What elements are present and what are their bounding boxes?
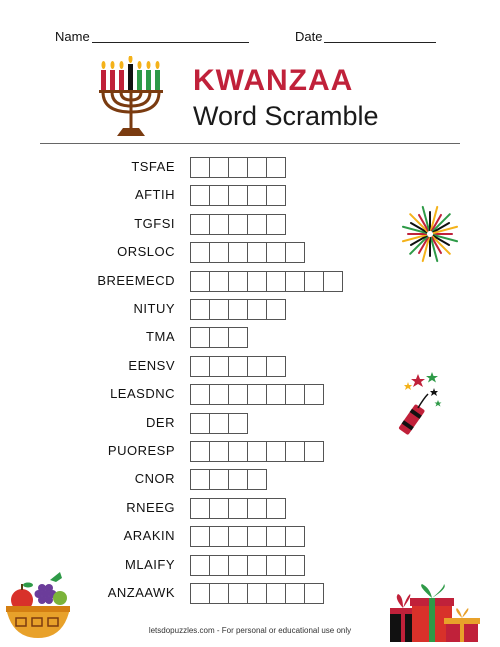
- answer-box[interactable]: [247, 526, 267, 547]
- answer-box[interactable]: [190, 356, 210, 377]
- footer-credit: letsdopuzzles.com - For personal or educational use only: [148, 626, 352, 635]
- scrambled-word: TSFAE: [131, 159, 175, 174]
- answer-box[interactable]: [266, 214, 286, 235]
- answer-box[interactable]: [266, 242, 286, 263]
- answer-box[interactable]: [228, 271, 248, 292]
- answer-box[interactable]: [266, 526, 286, 547]
- answer-boxes: [190, 526, 304, 547]
- answer-box[interactable]: [228, 526, 248, 547]
- scrambled-word: CNOR: [134, 471, 175, 487]
- answer-boxes: [190, 242, 304, 263]
- scrambled-word: DER: [146, 414, 175, 430]
- answer-box[interactable]: [228, 469, 248, 490]
- answer-box[interactable]: [247, 271, 267, 292]
- answer-box[interactable]: [285, 555, 305, 576]
- answer-boxes: [190, 441, 323, 462]
- puzzle-row: [0, 441, 500, 461]
- answer-box[interactable]: [190, 498, 210, 519]
- scrambled-word: PUORESP: [107, 443, 175, 458]
- puzzle-row: [0, 498, 500, 518]
- answer-box[interactable]: [266, 356, 286, 377]
- divider: [40, 143, 460, 144]
- title-kwanzaa: KWANZAA: [193, 64, 354, 97]
- puzzle-row: [0, 526, 500, 546]
- answer-box[interactable]: [266, 555, 286, 576]
- answer-box[interactable]: [228, 185, 248, 206]
- answer-box[interactable]: [190, 214, 210, 235]
- answer-box[interactable]: [285, 271, 305, 292]
- answer-boxes: [190, 413, 247, 434]
- answer-box[interactable]: [266, 583, 286, 604]
- puzzle-row: [0, 469, 500, 489]
- answer-box[interactable]: [285, 384, 305, 405]
- answer-boxes: [190, 583, 323, 604]
- answer-box[interactable]: [190, 242, 210, 263]
- answer-boxes: [190, 469, 266, 490]
- puzzle-row: [0, 555, 500, 575]
- answer-box[interactable]: [266, 271, 286, 292]
- scrambled-word: RNEEG: [126, 499, 175, 515]
- answer-box[interactable]: [228, 413, 248, 434]
- answer-box[interactable]: [190, 271, 210, 292]
- gift-boxes-icon: [388, 584, 480, 644]
- puzzle-row: [0, 271, 500, 291]
- answer-boxes: [190, 214, 285, 235]
- answer-box[interactable]: [190, 583, 210, 604]
- scrambled-word: EENSV: [128, 357, 175, 373]
- answer-box[interactable]: [228, 242, 248, 263]
- answer-box[interactable]: [247, 384, 267, 405]
- scrambled-word: ARAKIN: [123, 528, 175, 544]
- answer-box[interactable]: [266, 441, 286, 462]
- answer-box[interactable]: [209, 214, 229, 235]
- answer-box[interactable]: [209, 555, 229, 576]
- puzzle-row: [0, 185, 500, 205]
- answer-box[interactable]: [190, 157, 210, 178]
- name-label: Name: [55, 29, 90, 44]
- answer-box[interactable]: [228, 157, 248, 178]
- answer-box[interactable]: [228, 555, 248, 576]
- answer-boxes: [190, 185, 285, 206]
- answer-box[interactable]: [190, 299, 210, 320]
- answer-box[interactable]: [285, 526, 305, 547]
- scrambled-word: MLAIFY: [125, 556, 175, 572]
- puzzle-row: [0, 327, 500, 347]
- answer-box[interactable]: [228, 384, 248, 405]
- answer-box[interactable]: [209, 469, 229, 490]
- answer-box[interactable]: [209, 185, 229, 206]
- answer-boxes: [190, 271, 342, 292]
- answer-box[interactable]: [228, 214, 248, 235]
- answer-box[interactable]: [209, 356, 229, 377]
- answer-box[interactable]: [228, 356, 248, 377]
- answer-box[interactable]: [209, 498, 229, 519]
- answer-box[interactable]: [266, 299, 286, 320]
- answer-box[interactable]: [190, 413, 210, 434]
- answer-box[interactable]: [209, 271, 229, 292]
- answer-box[interactable]: [247, 299, 267, 320]
- answer-boxes: [190, 299, 285, 320]
- scrambled-word: ORSLOC: [117, 244, 175, 260]
- answer-box[interactable]: [285, 583, 305, 604]
- answer-box[interactable]: [190, 469, 210, 490]
- answer-box[interactable]: [190, 441, 210, 462]
- answer-boxes: [190, 384, 323, 405]
- answer-box[interactable]: [209, 441, 229, 462]
- answer-box[interactable]: [247, 583, 267, 604]
- answer-box[interactable]: [190, 526, 210, 547]
- answer-box[interactable]: [228, 441, 248, 462]
- answer-box[interactable]: [266, 157, 286, 178]
- answer-box[interactable]: [209, 157, 229, 178]
- answer-box[interactable]: [228, 299, 248, 320]
- scrambled-word: BREEMECD: [97, 272, 175, 288]
- answer-box[interactable]: [247, 214, 267, 235]
- answer-box[interactable]: [209, 583, 229, 604]
- answer-box[interactable]: [228, 583, 248, 604]
- answer-box[interactable]: [304, 384, 324, 405]
- scrambled-word: NITUY: [133, 301, 175, 316]
- scrambled-word: TGFSI: [134, 215, 175, 231]
- name-field-line[interactable]: [92, 42, 249, 43]
- answer-box[interactable]: [285, 441, 305, 462]
- answer-box[interactable]: [190, 555, 210, 576]
- scrambled-word: LEASDNC: [110, 386, 175, 402]
- answer-box[interactable]: [304, 583, 324, 604]
- answer-box[interactable]: [209, 526, 229, 547]
- answer-box[interactable]: [228, 498, 248, 519]
- answer-boxes: [190, 498, 285, 519]
- answer-box[interactable]: [209, 384, 229, 405]
- puzzle-row: [0, 299, 500, 319]
- puzzle-row: [0, 157, 500, 177]
- answer-box[interactable]: [247, 157, 267, 178]
- date-field-line[interactable]: [324, 42, 436, 43]
- date-label: Date: [295, 29, 323, 44]
- title-word-scramble: Word Scramble: [193, 101, 379, 131]
- answer-box[interactable]: [247, 441, 267, 462]
- answer-box[interactable]: [247, 498, 267, 519]
- firework-burst-icon: [400, 204, 460, 264]
- answer-box[interactable]: [209, 327, 229, 348]
- scrambled-word: TMA: [146, 329, 175, 345]
- answer-box[interactable]: [190, 384, 210, 405]
- scrambled-word: ANZAAWK: [107, 585, 175, 600]
- answer-box[interactable]: [209, 242, 229, 263]
- answer-box[interactable]: [190, 185, 210, 206]
- firecracker-icon: [394, 370, 444, 438]
- answer-box[interactable]: [247, 356, 267, 377]
- answer-box[interactable]: [247, 242, 267, 263]
- answer-box[interactable]: [247, 469, 267, 490]
- answer-boxes: [190, 555, 304, 576]
- answer-box[interactable]: [304, 271, 324, 292]
- answer-boxes: [190, 356, 285, 377]
- answer-box[interactable]: [266, 498, 286, 519]
- answer-box[interactable]: [228, 327, 248, 348]
- answer-boxes: [190, 327, 247, 348]
- scrambled-word: AFTIH: [134, 187, 175, 203]
- kinara-icon: [95, 56, 167, 140]
- answer-box[interactable]: [266, 185, 286, 206]
- answer-box[interactable]: [285, 242, 305, 263]
- answer-box[interactable]: [247, 185, 267, 206]
- answer-box[interactable]: [304, 441, 324, 462]
- answer-box[interactable]: [266, 384, 286, 405]
- answer-box[interactable]: [247, 555, 267, 576]
- answer-box[interactable]: [209, 299, 229, 320]
- answer-box[interactable]: [323, 271, 343, 292]
- answer-box[interactable]: [190, 327, 210, 348]
- answer-box[interactable]: [209, 413, 229, 434]
- answer-boxes: [190, 157, 285, 178]
